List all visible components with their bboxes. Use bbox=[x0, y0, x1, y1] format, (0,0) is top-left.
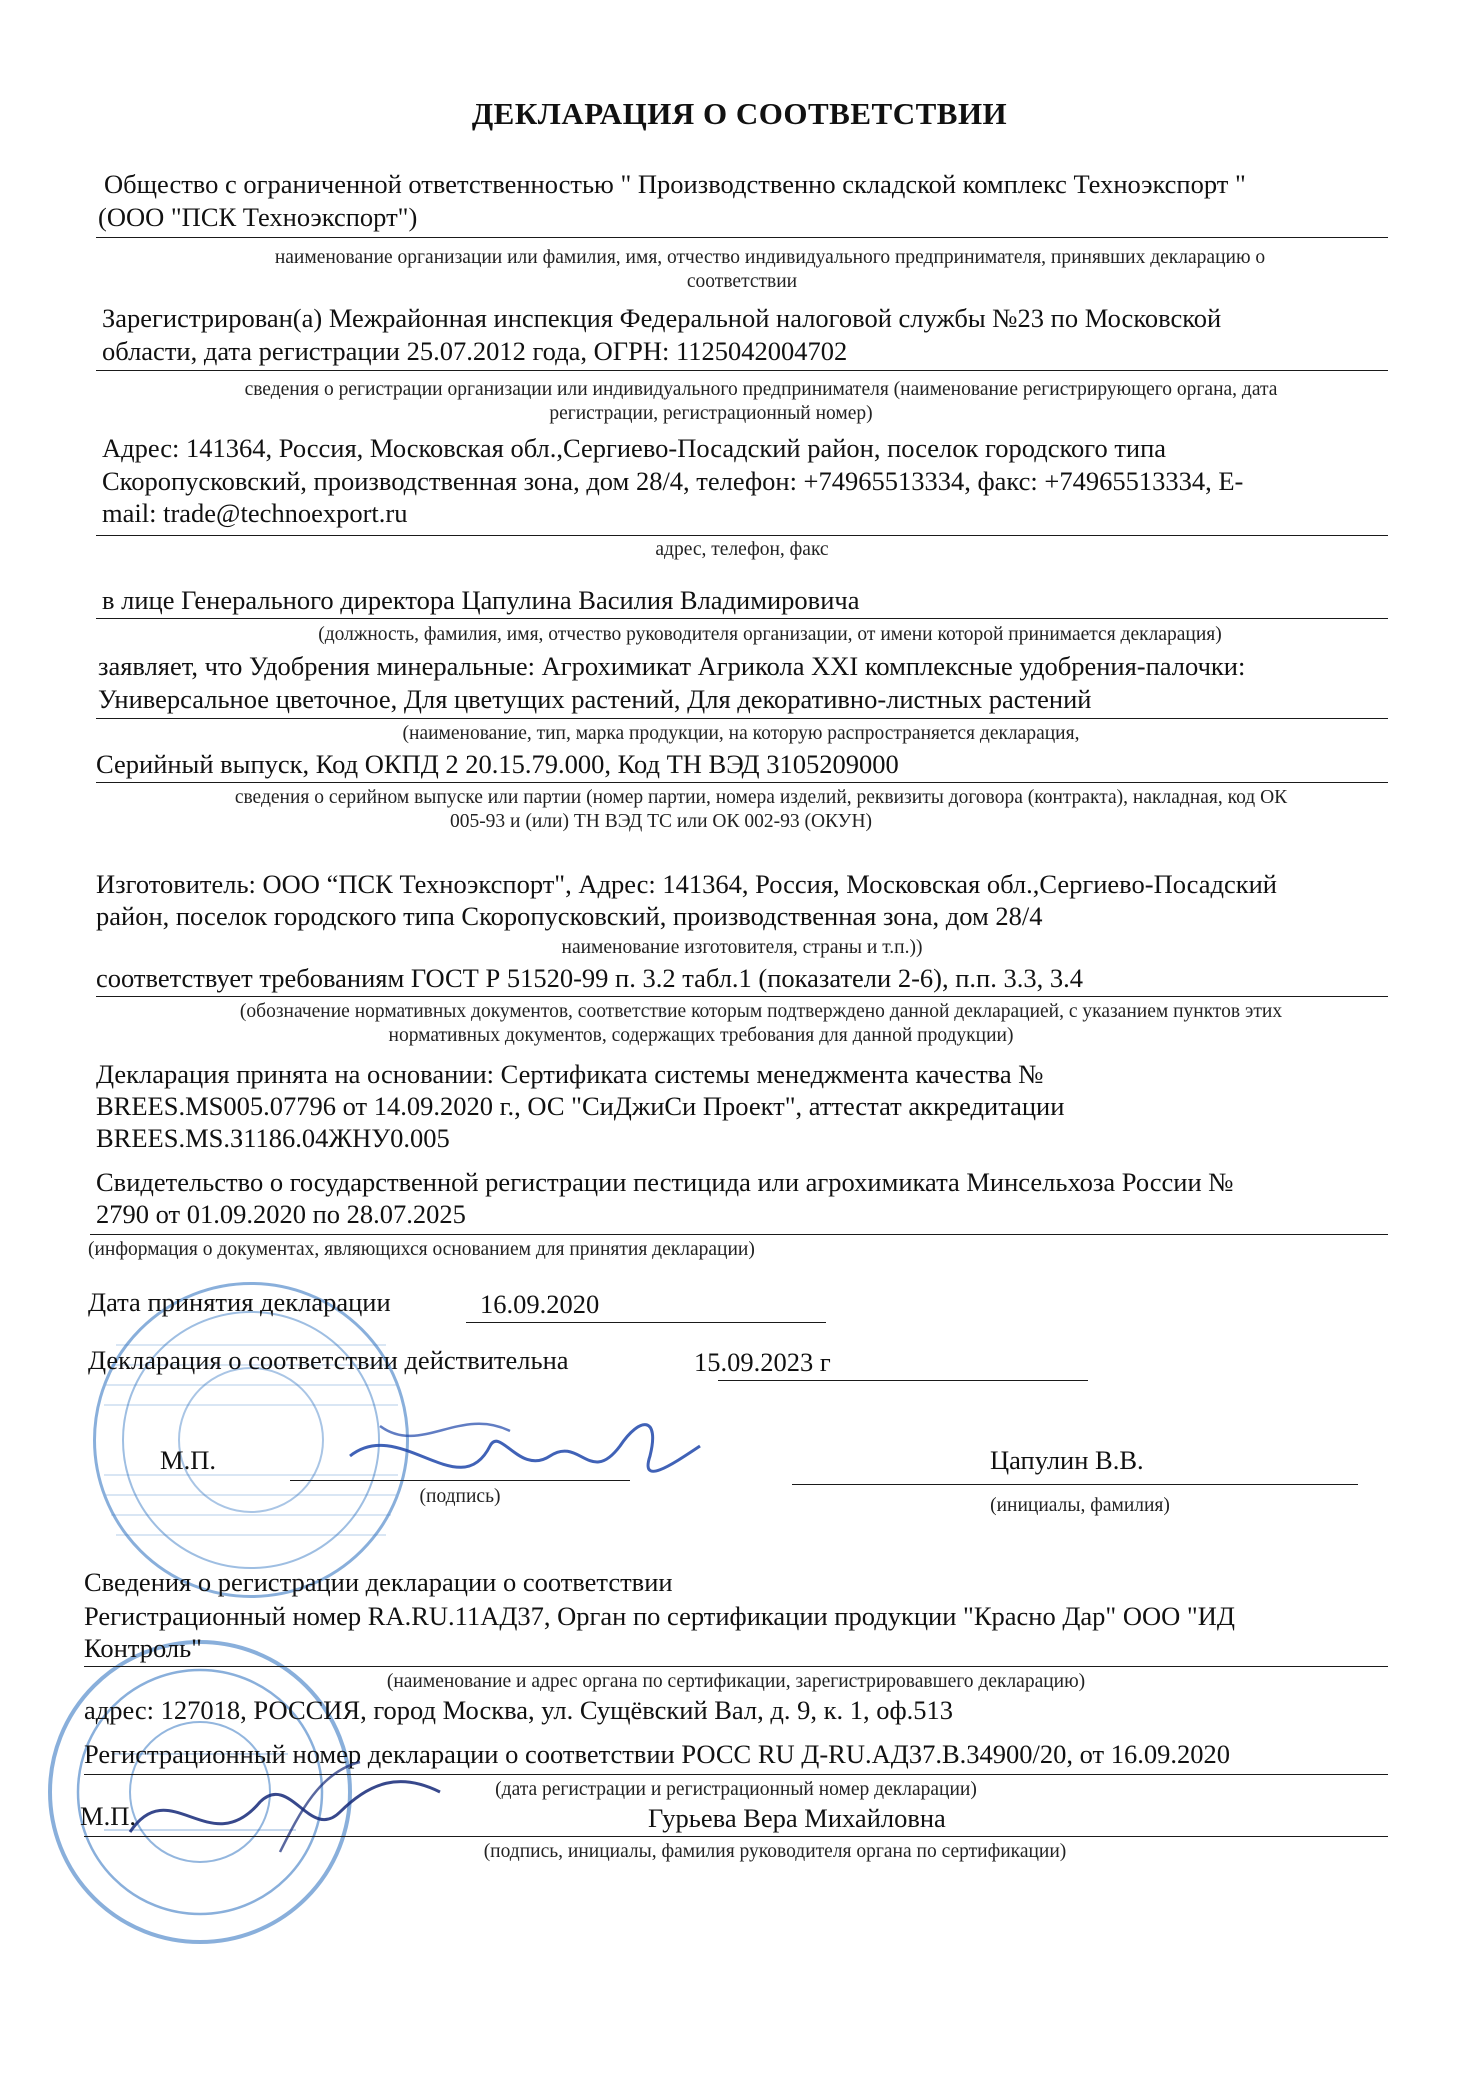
serial-underline bbox=[96, 782, 1388, 783]
product-line1: заявляет, что Удобрения минеральные: Агрохимикат Агрикола XXI комплексные удобрения-палочки: bbox=[98, 651, 1246, 681]
serial-line: Серийный выпуск, Код ОКПД 2 20.15.79.000, Код ТН ВЭД 3105209000 bbox=[96, 749, 899, 779]
manufacturer-caption: наименование изготовителя, страны и т.п.)) bbox=[561, 937, 923, 958]
registration-line1: Зарегистрирован(а) Межрайонная инспекция Федеральной налоговой службы №23 по Московской bbox=[102, 303, 1222, 333]
basis-line3: BREES.MS.З1186.04ЖНУ0.005 bbox=[96, 1123, 450, 1153]
document-title: ДЕКЛАРАЦИЯ О СООТВЕТСТВИИ bbox=[471, 96, 1008, 131]
reginfo-line2: Регистрационный номер RA.RU.11АД37, Орган по сертификации продукции "Красно Дар" ООО "ИД bbox=[84, 1601, 1235, 1631]
director-caption: (должность, фамилия, имя, отчество руководителя организации, от имени которой принимается декларация) bbox=[318, 624, 1222, 645]
registration-caption-line1: сведения о регистрации организации или индивидуального предпринимателя (наименование регистрирующего органа, дата bbox=[244, 379, 1278, 400]
conformity-caption-line2: нормативных документов, содержащих требования для данной продукции) bbox=[388, 1025, 1014, 1046]
director-underline bbox=[96, 618, 1388, 619]
name-caption: (инициалы, фамилия) bbox=[990, 1495, 1170, 1516]
certifier-underline bbox=[84, 1836, 1388, 1837]
address-line1: Адрес: 141364, Россия, Московская обл.,Сергиево-Посадский район, поселок городского типа bbox=[102, 433, 1167, 463]
name-underline bbox=[792, 1484, 1358, 1485]
serial-caption-line2: 005-93 и (или) ТН ВЭД ТС или ОК 002-93 (ОКУН) bbox=[449, 811, 873, 832]
date-valid-underline bbox=[718, 1380, 1088, 1381]
certifier-head-name: Гурьева Вера Михайловна bbox=[648, 1803, 946, 1833]
registration-line2: области, дата регистрации 25.07.2012 года, ОГРН: 1125042004702 bbox=[102, 336, 848, 366]
conformity-caption-line1: (обозначение нормативных документов, соответствие которым подтверждено данной декларацией, с указанием пунктов этих bbox=[239, 1001, 1283, 1022]
manufacturer-line2: район, поселок городского типа Скоропусковский, производственная зона, дом 28/4 bbox=[96, 901, 1043, 931]
applicant-mp: М.П. bbox=[160, 1445, 216, 1475]
date-accepted-label: Дата принятия декларации bbox=[88, 1287, 391, 1317]
serial-caption-line1: сведения о серийном выпуске или партии (номер партии, номера изделий, реквизиты договора (контракта), накладная, код ОК bbox=[234, 787, 1288, 808]
basis-line1: Декларация принята на основании: Сертификата системы менеджмента качества № bbox=[96, 1059, 1044, 1089]
signature-caption: (подпись) bbox=[419, 1486, 501, 1507]
certifier-mp: М.П. bbox=[80, 1801, 136, 1831]
product-underline bbox=[96, 718, 1388, 719]
reginfo-underline bbox=[84, 1666, 1388, 1667]
registration-caption-line2: регистрации, регистрационный номер) bbox=[549, 403, 873, 424]
reginfo-caption3: (подпись, инициалы, фамилия руководителя органа по сертификации) bbox=[483, 1841, 1067, 1862]
reginfo-line3: Контроль" bbox=[84, 1633, 202, 1663]
reginfo-caption2: (дата регистрации и регистрационный номер декларации) bbox=[495, 1779, 977, 1800]
org-caption-line1: наименование организации или фамилия, имя, отчество индивидуального предпринимателя, принявших декларацию о bbox=[274, 247, 1266, 268]
manufacturer-line1: Изготовитель: ООО “ПСК Техноэкспорт", Адрес: 141364, Россия, Московская обл.,Сергиево-Посадский bbox=[96, 869, 1277, 899]
conformity-underline bbox=[96, 996, 1388, 997]
date-accepted-value: 16.09.2020 bbox=[480, 1289, 600, 1319]
product-caption: (наименование, тип, марка продукции, на которую распространяется декларация, bbox=[402, 723, 1080, 744]
product-line2: Универсальное цветочное, Для цветущих растений, Для декоративно-листных растений bbox=[98, 684, 1092, 714]
org-underline bbox=[96, 237, 1388, 238]
org-name-line2: (ООО "ПСК Техноэкспорт") bbox=[98, 202, 418, 232]
org-caption-line2: соответствии bbox=[686, 271, 798, 292]
address-caption: адрес, телефон, факс bbox=[655, 539, 829, 560]
address-line3: mail: trade@technoexport.ru bbox=[102, 498, 408, 528]
basis-line5: 2790 от 01.09.2020 по 28.07.2025 bbox=[96, 1199, 466, 1229]
date-accepted-underline bbox=[466, 1322, 826, 1323]
basis-underline bbox=[90, 1234, 1388, 1235]
reginfo-line1: Сведения о регистрации декларации о соответствии bbox=[84, 1567, 673, 1597]
address-line2: Скоропусковский, производственная зона, дом 28/4, телефон: +74965513334, факс: +74965513334, E- bbox=[102, 466, 1244, 496]
reginfo-address: адрес: 127018, РОССИЯ, город Москва, ул. Сущёвский Вал, д. 9, к. 1, оф.513 bbox=[84, 1695, 954, 1725]
applicant-name: Цапулин В.В. bbox=[990, 1445, 1144, 1475]
basis-caption: (информация о документах, являющихся основанием для принятия декларации) bbox=[88, 1239, 755, 1260]
registration-underline bbox=[96, 370, 1388, 371]
basis-line4: Свидетельство о государственной регистрации пестицида или агрохимиката Минсельхоза России № bbox=[96, 1167, 1234, 1197]
basis-line2: BREES.MS005.07796 от 14.09.2020 г., ОС "СиДжиСи Проект", аттестат аккредитации bbox=[96, 1091, 1065, 1121]
date-valid-value: 15.09.2023 г bbox=[694, 1347, 831, 1377]
reginfo-decl-number: Регистрационный номер декларации о соответствии РОСС RU Д-RU.АД37.В.34900/20, от 16.09.2020 bbox=[84, 1739, 1230, 1769]
reginfo-caption1: (наименование и адрес органа по сертификации, зарегистрировавшего декларацию) bbox=[386, 1671, 1086, 1692]
date-valid-label: Декларация о соответствии действительна bbox=[88, 1345, 569, 1375]
address-underline bbox=[96, 535, 1388, 536]
org-name-line1: Общество с ограниченной ответственностью " Производственно складской комплекс Техноэкспорт " bbox=[104, 169, 1246, 199]
director-line: в лице Генерального директора Цапулина Василия Владимировича bbox=[102, 585, 860, 615]
signature-underline bbox=[290, 1480, 630, 1481]
conformity-line: соответствует требованиям ГОСТ Р 51520-99 п. 3.2 табл.1 (показатели 2-6), п.п. 3.3, 3.4 bbox=[96, 963, 1083, 993]
